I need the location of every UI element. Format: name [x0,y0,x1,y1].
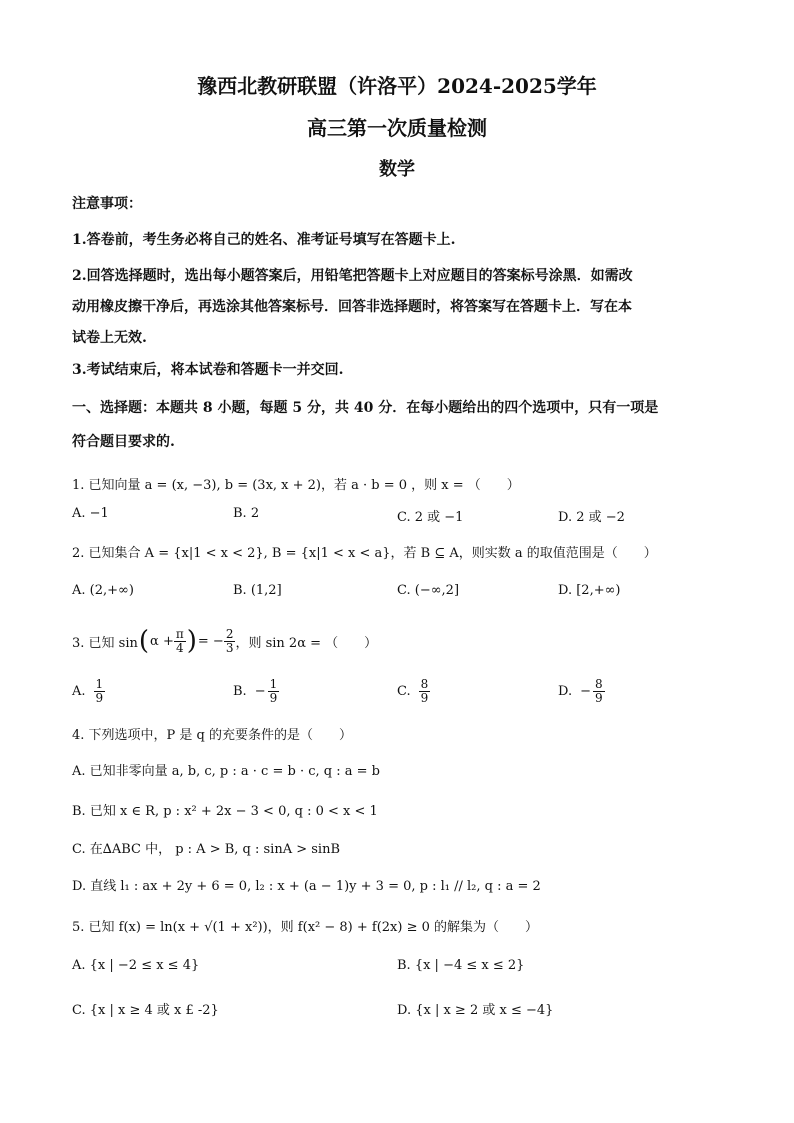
right-paren: ) [186,626,197,656]
question-2-stem: 2. 已知集合 A = {x|1 < x < 2}, B = {x|1 < x < a}，若 B ⊆ A，则实数 a 的取值范围是（ ） [72,546,657,561]
question-4-option-c: C. 在∆ABC 中， p : A > B, q : sinA > sinB [72,842,341,857]
notice-item-2-line-2: 动用橡皮擦干净后，再选涂其他答案标号．回答非选择题时，将答案写在答题卡上．写在本 [72,299,632,315]
question-3-option-c [397,678,430,704]
fraction-denominator: 3 [225,640,234,655]
notice-item-2-line-3: 试卷上无效. [72,330,147,346]
option-fraction [268,678,280,704]
section-heading-line-1: 一、选择题：本题共 8 小题，每题 5 分，共 40 分．在每小题给出的四个选项中，只有一项是 [72,400,659,416]
question-3-option-b [233,678,279,704]
question-2-option-d: D. [2,+∞) [558,583,621,598]
option-sign: − [580,683,591,699]
notice-item-1: 1.答卷前，考生务必将自己的姓名、准考证号填写在答题卡上. [72,232,456,248]
option-sign: − [254,683,266,699]
fraction-numerator: 1 [269,677,278,691]
option-label: A. [72,683,86,699]
notice-item-3: 3.考试结束后，将本试卷和答题卡一并交回. [72,362,344,378]
fraction-numerator: 8 [420,677,429,691]
question-3-alpha-plus: α + [150,633,174,649]
question-3-stem-suffix: ，则 sin 2α = （ ） [235,635,378,651]
option-label: B. [233,683,247,699]
question-3-option-d [558,678,605,704]
option-label: C. [397,683,411,699]
question-4-option-d: D. 直线 l₁ : ax + 2y + 6 = 0, l₂ : x + (a − 1)y + 3 = 0, p : l₁ // l₂, q : a = 2 [72,879,541,894]
notice-heading: 注意事项： [72,196,142,212]
fraction-numerator: 1 [95,677,104,691]
fraction-denominator: 9 [95,690,104,705]
fraction-numerator: 2 [225,626,234,641]
fraction-denominator: 9 [595,690,603,705]
two-thirds-fraction [224,628,236,654]
question-2-option-a: A. (2,+∞) [72,583,134,598]
exam-title: 豫西北教研联盟（许洛平）2024-2025学年 [197,74,597,98]
question-5-option-b: B. {x | −4 ≤ x ≤ 2} [397,958,525,973]
question-5-option-a: A. {x | −2 ≤ x ≤ 4} [72,958,200,973]
pi-over-four-fraction [174,628,186,654]
question-5-option-c: C. {x | x ≥ 4 或 x £ -2} [72,1003,219,1018]
question-1-option-d: D. 2 或 −2 [558,510,625,525]
fraction-denominator: 9 [269,690,278,705]
question-4-option-b: B. 已知 x ∈ R, p : x² + 2x − 3 < 0, q : 0 < x < 1 [72,804,378,819]
notice-item-2-line-1: 2.回答选择题时，选出每小题答案后，用铅笔把答题卡上对应题目的答案标号涂黑．如需改 [72,268,633,284]
question-1-stem: 1. 已知向量 a = (x, −3), b = (3x, x + 2)，若 a · b = 0 ，则 x = （ ） [72,478,520,493]
question-3-equals: = − [197,633,224,649]
option-fraction [94,678,106,704]
left-paren: ( [138,626,150,656]
fraction-numerator: π [175,626,184,641]
exam-subject: 数学 [379,159,415,180]
question-2-option-c: C. (−∞,2] [397,583,460,598]
option-label: D. [558,683,573,699]
option-fraction [419,678,431,704]
fraction-numerator: 8 [595,677,603,691]
question-4-stem: 4. 下列选项中，P 是 q 的充要条件的是（ ） [72,728,353,743]
fraction-denominator: 4 [175,640,184,655]
question-5-stem: 5. 已知 f(x) = ln(x + √(1 + x²))，则 f(x² − 8) + f(2x) ≥ 0 的解集为（ ） [72,920,539,935]
question-3-option-a [72,678,105,704]
option-fraction [593,678,605,704]
question-1-option-b: B. 2 [233,506,260,521]
question-3-stem [72,626,377,656]
question-3-stem-prefix: 3. 已知 sin [72,635,138,651]
question-2-option-b: B. (1,2] [233,583,282,598]
question-1-option-a: A. −1 [72,506,109,521]
question-4-option-a: A. 已知非零向量 a, b, c, p : a · c = b · c, q : a = b [72,764,380,779]
exam-subtitle: 高三第一次质量检测 [307,116,487,140]
question-5-option-d: D. {x | x ≥ 2 或 x ≤ −4} [397,1003,554,1018]
fraction-denominator: 9 [420,690,429,705]
question-1-option-c: C. 2 或 −1 [397,510,464,525]
section-heading-line-2: 符合题目要求的. [72,434,175,450]
